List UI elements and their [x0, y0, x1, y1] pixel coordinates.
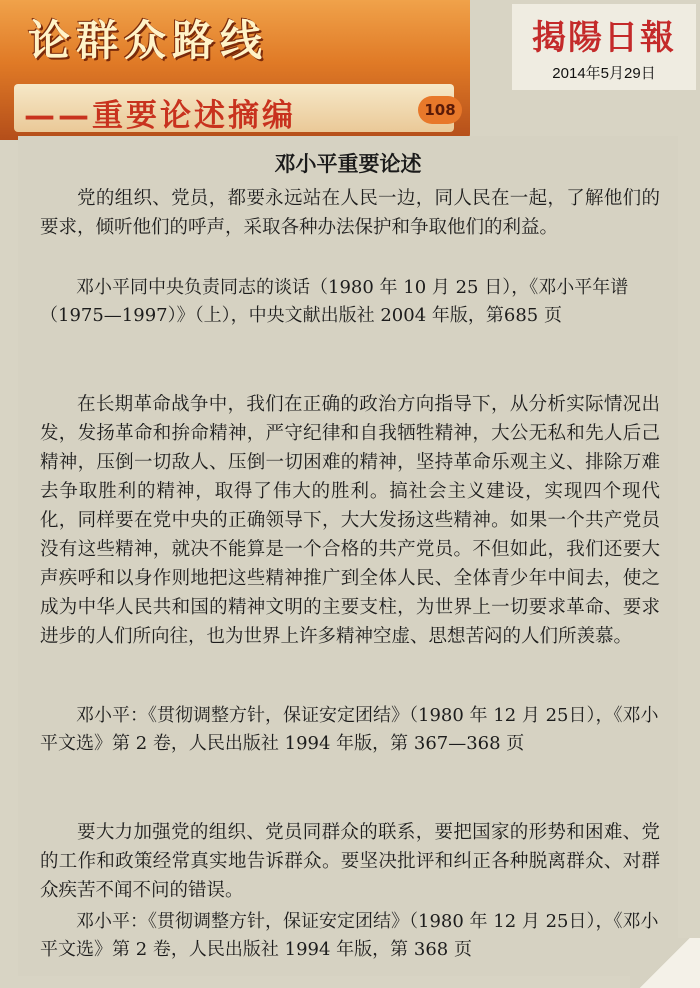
quote-paragraph: 要大力加强党的组织、党员同群众的联系，要把国家的形势和困难、党的工作和政策经常真实地告诉群众。要坚决批评和纠正各种脱离群众、对群众疾苦不闻不问的错误。 — [40, 822, 660, 901]
quote-source: 邓小平同中央负责同志的谈话（1980 年 10 月 25 日），《邓小平年谱（1975—1997）》（上），中央文献出版社 2004 年版，第685 页 — [40, 277, 629, 326]
column-title: 论群众路线 — [28, 16, 269, 65]
column-banner — [0, 0, 470, 140]
quote-paragraph: 党的组织、党员，都要永远站在人民一边，同人民在一起，了解他们的要求，倾听他们的呼声，采取各种办法保护和争取他们的利益。 — [40, 188, 660, 238]
column-subtitle-strip — [14, 84, 454, 132]
issue-number-badge: 108 — [418, 96, 462, 124]
quote-paragraph: 在长期革命战争中，我们在正确的政治方向指导下，从分析实际情况出发，发扬革命和拚命精神，严守纪律和自我牺牲精神，大公无私和先人后己精神，压倒一切敌人、压倒一切困难的精神，坚持革命乐观主义、排除万难去争取胜利的精神，取得了伟大的胜利。搞社会主义建设，实现四个现代化，同样要在党中央的正确领导下，大大发扬这些精神。如果一个共产党员没有这些精神，就决不能算是一个合格的共产党员。不但如此，我们还要大声疾呼和以身作则地把这些精神推广到全体人民、全体青少年中间去，使之成为中华人民共和国的精神文明的主要支柱，为世界上一切要求革命、要求进步的人们所向往，也为世界上许多精神空虚、思想苦闷的人们所羡慕。 — [40, 394, 660, 647]
quote-source: 邓小平：《贯彻调整方针，保证安定团结》（1980 年 12 月 25日），《邓小平文选》第 2 卷，人民出版社 1994 年版，第 367—368 页 — [40, 705, 659, 754]
newspaper-name: 揭陽日報 — [532, 18, 676, 58]
article-panel — [18, 136, 678, 976]
column-subtitle: ——重要论述摘编 — [24, 98, 296, 134]
page-curl — [630, 938, 700, 988]
quote-source: 邓小平：《贯彻调整方针，保证安定团结》（1980 年 12 月 25日），《邓小平文选》第 2 卷，人民出版社 1994 年版，第 368 页 — [40, 911, 659, 960]
publication-date: 2014年5月29日 — [552, 65, 656, 82]
masthead — [512, 4, 696, 90]
article-title: 邓小平重要论述 — [274, 152, 422, 176]
